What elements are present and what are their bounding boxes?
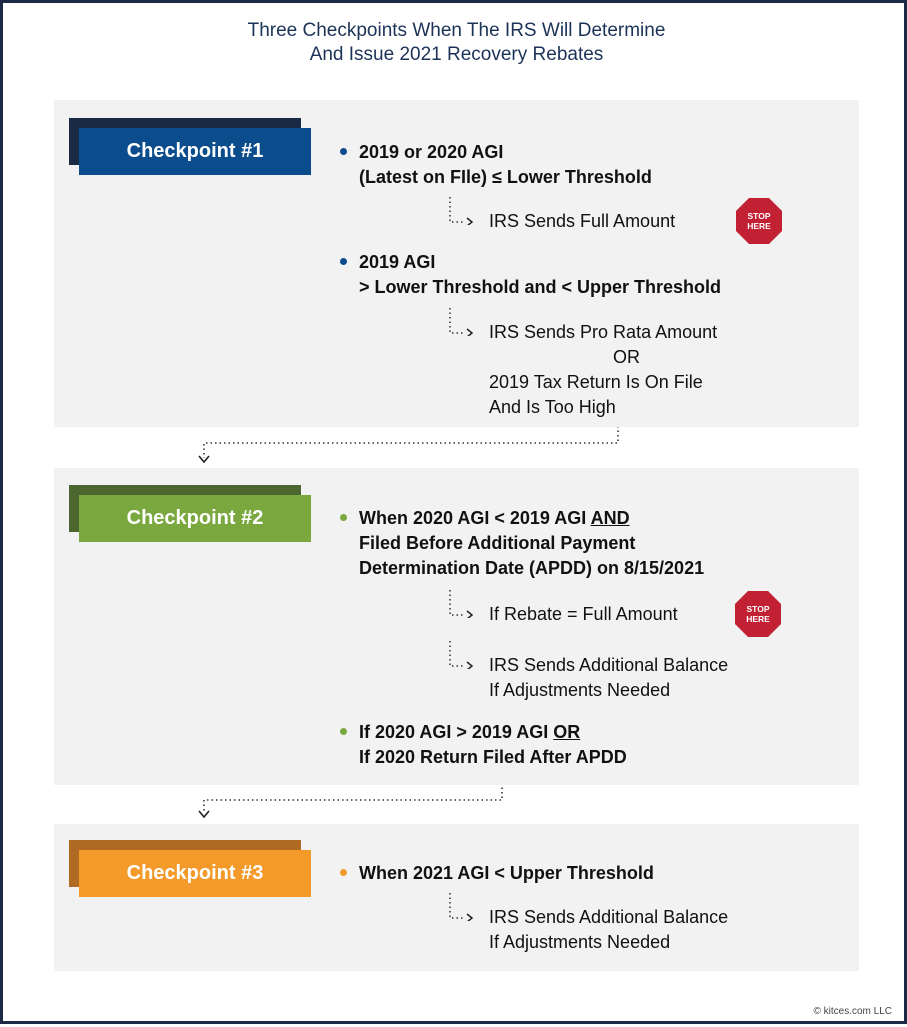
connector-arrow-icon	[449, 590, 475, 610]
bullet-line: When 2021 AGI < Upper Threshold	[359, 863, 654, 883]
result-line: If Rebate = Full Amount	[489, 604, 678, 624]
bullet-dot-icon	[340, 728, 347, 735]
result-line: IRS Sends Additional Balance	[489, 907, 729, 927]
result-line: IRS Sends Full Amount	[489, 211, 676, 231]
checkpoint-1-bullet-1-text	[359, 140, 652, 190]
stop-sign-label	[733, 589, 783, 639]
checkpoint-2-bullet-2-text	[359, 720, 627, 770]
connector-arrow-icon	[449, 893, 475, 913]
stop-sign-icon	[733, 589, 783, 639]
bullet-line	[359, 720, 627, 745]
result-line: IRS Sends Additional Balance	[489, 655, 729, 675]
checkpoint-2-bullet-1-text	[359, 506, 704, 581]
result-line: If Adjustments Needed	[489, 680, 671, 700]
checkpoint-3-bullet-1-text	[359, 861, 654, 886]
checkpoint-1-bullet-2	[340, 250, 721, 300]
bullet-line: > Lower Threshold and < Upper Threshold	[359, 277, 722, 297]
result-line: And Is Too High	[489, 397, 616, 417]
checkpoint-3-badge: Checkpoint #3	[79, 850, 311, 897]
checkpoint-2-result-1	[489, 602, 678, 627]
checkpoint-2-badge: Checkpoint #2	[79, 495, 311, 542]
stop-sign-label	[734, 196, 784, 246]
flow-arrow-2-icon	[199, 811, 209, 817]
bullet-dot-icon	[340, 869, 347, 876]
bullet-text: If 2020 AGI > 2019 AGI	[359, 722, 554, 742]
stop-line-2: HERE	[746, 614, 770, 624]
stop-line-2: HERE	[747, 221, 771, 231]
bullet-text: When 2020 AGI < 2019 AGI	[359, 508, 591, 528]
result-line: If Adjustments Needed	[489, 932, 671, 952]
bullet-emphasis: OR	[553, 722, 581, 742]
bullet-line	[359, 506, 704, 531]
bullet-line: 2019 AGI	[359, 252, 436, 272]
checkpoint-1-bullet-2-text	[359, 250, 721, 300]
checkpoint-2-result-2	[489, 653, 728, 703]
checkpoint-2-bullet-2	[340, 720, 627, 770]
title-line-1: Three Checkpoints When The IRS Will Determine	[247, 20, 666, 41]
bullet-dot-icon	[340, 514, 347, 521]
title-line-2: And Issue 2021 Recovery Rebates	[309, 44, 604, 65]
bullet-line: 2019 or 2020 AGI	[359, 142, 504, 162]
result-line: 2019 Tax Return Is On File	[489, 372, 703, 392]
stop-line-1: STOP	[746, 604, 770, 614]
checkpoint-1-badge: Checkpoint #1	[79, 128, 311, 175]
connector-arrow-icon	[449, 308, 475, 328]
checkpoint-1-result-1	[489, 209, 675, 234]
bullet-line: If 2020 Return Filed After APDD	[359, 747, 627, 767]
checkpoint-2-bullet-1	[340, 506, 704, 581]
checkpoint-3-result-1	[489, 905, 728, 955]
stop-sign-icon	[734, 196, 784, 246]
flow-arrow-1-icon	[199, 456, 209, 462]
bullet-dot-icon	[340, 148, 347, 155]
checkpoint-3-bullet-1	[340, 861, 654, 886]
result-line: IRS Sends Pro Rata Amount	[489, 322, 718, 342]
stop-line-1: STOP	[747, 211, 771, 221]
checkpoint-1-result-2	[489, 320, 717, 420]
connector-arrow-icon	[449, 641, 475, 661]
bullet-emphasis: AND	[590, 508, 630, 528]
copyright-text: © kitces.com LLC	[813, 1006, 892, 1017]
connector-arrow-icon	[449, 197, 475, 217]
result-or: OR	[613, 347, 640, 367]
checkpoint-1-bullet-1	[340, 140, 652, 190]
bullet-dot-icon	[340, 258, 347, 265]
bullet-line: (Latest on FIle) ≤ Lower Threshold	[359, 167, 652, 187]
bullet-line: Determination Date (APDD) on 8/15/2021	[359, 558, 705, 578]
bullet-line: Filed Before Additional Payment	[359, 533, 636, 553]
